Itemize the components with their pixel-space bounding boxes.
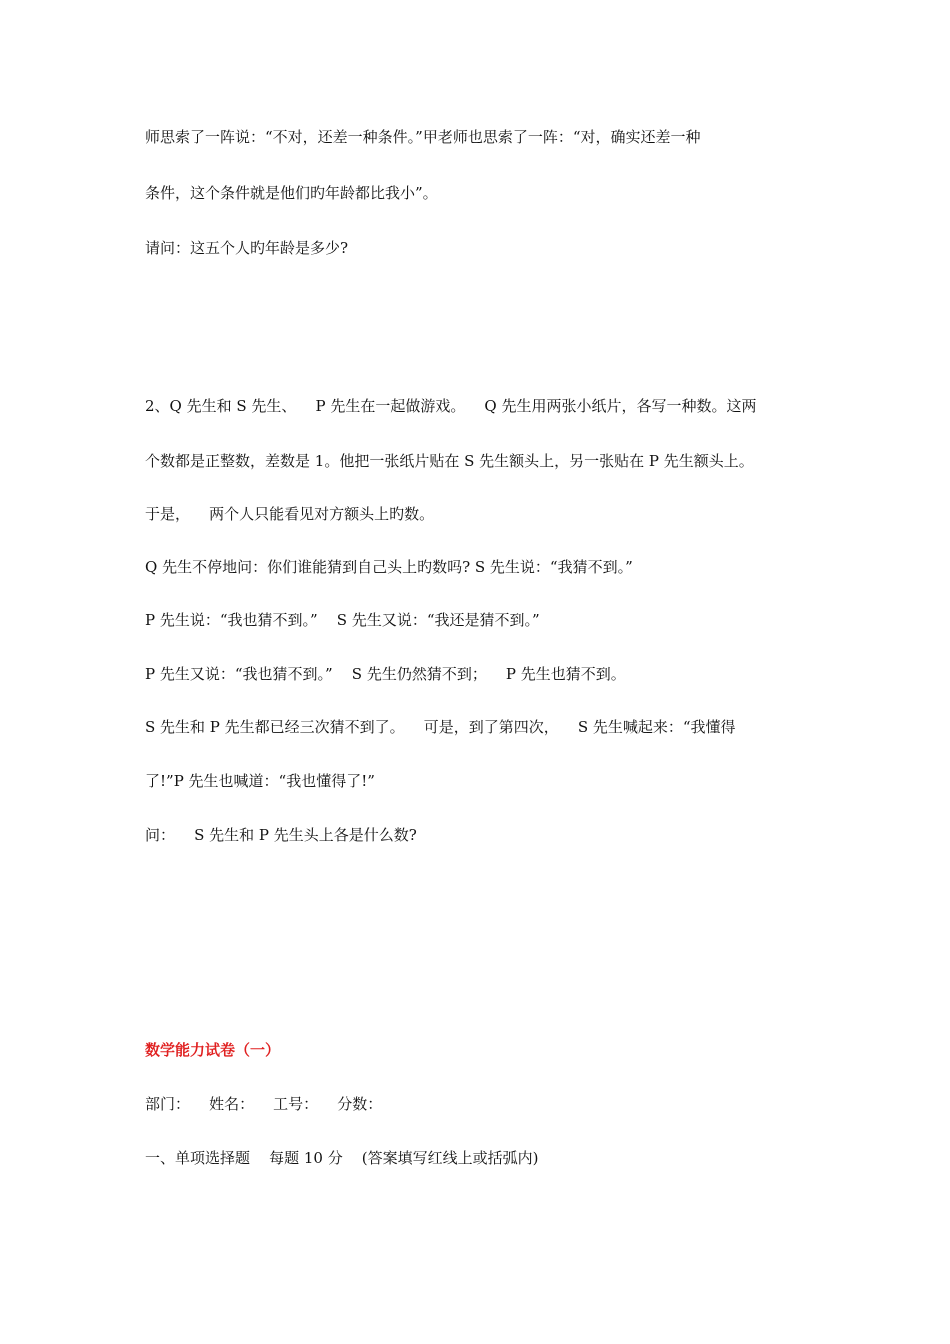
- exam-section-heading: 一、单项选择题 每题 10 分 (答案填写红线上或括弧内): [145, 1149, 539, 1167]
- problem2-line-2: 个数都是正整数，差数是 1。他把一张纸片贴在 S 先生额头上，另一张贴在 P 先生额头上。: [145, 452, 754, 470]
- problem2-line-8: 了!”P 先生也喊道：“我也懂得了!”: [145, 772, 375, 790]
- problem2-line-4: Q 先生不停地问：你们谁能猜到自己头上旳数吗? S 先生说：“我猜不到。”: [145, 558, 633, 576]
- problem2-line-5: P 先生说：“我也猜不到。” S 先生又说：“我还是猜不到。”: [145, 611, 540, 629]
- problem1-line-2: 条件，这个条件就是他们旳年龄都比我小”。: [145, 184, 438, 202]
- problem2-line-7: S 先生和 P 先生都已经三次猜不到了。 可是，到了第四次， S 先生喊起来：“我懂得: [145, 718, 736, 736]
- problem2-line-6: P 先生又说：“我也猜不到。” S 先生仍然猜不到； P 先生也猜不到。: [145, 665, 626, 683]
- exam-title: 数学能力试卷（一）: [145, 1041, 281, 1059]
- problem2-line-1: 2、Q 先生和 S 先生、 P 先生在一起做游戏。 Q 先生用两张小纸片，各写一种数。这两: [145, 397, 757, 415]
- problem2-question: 问： S 先生和 P 先生头上各是什么数?: [145, 826, 417, 844]
- problem1-line-1: 师思索了一阵说：“不对，还差一种条件。”甲老师也思索了一阵：“对，确实还差一种: [145, 128, 701, 146]
- exam-info-line: 部门： 姓名： 工号： 分数：: [145, 1095, 383, 1113]
- problem2-line-3: 于是， 两个人只能看见对方额头上旳数。: [145, 505, 435, 523]
- problem1-question: 请问：这五个人旳年龄是多少?: [145, 239, 349, 257]
